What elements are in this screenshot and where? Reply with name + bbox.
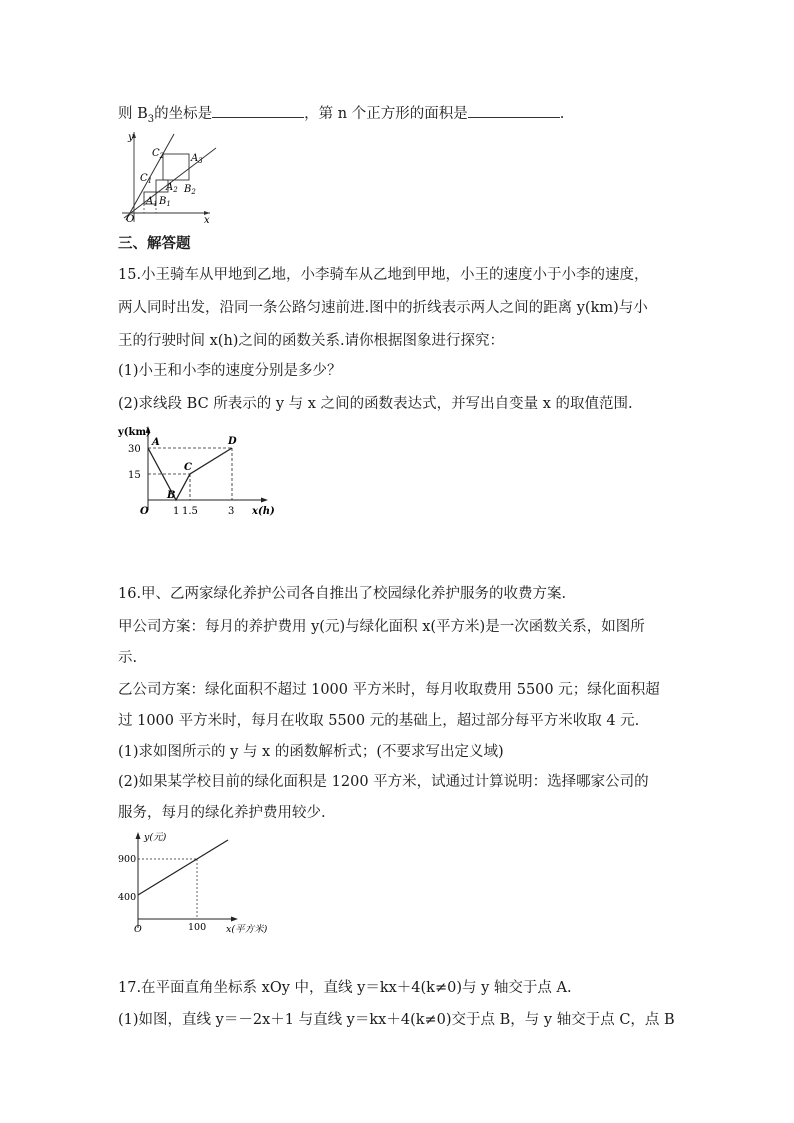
q16-line-2: 甲公司方案：每月的养护费用 y(元)与绿化面积 x(平方米)是一次函数关系，如图所 [118, 619, 645, 635]
q17-line-1: 17.在平面直角坐标系 xOy 中，直线 y＝kx＋4(k≠0)与 y 轴交于点 A. [118, 980, 572, 996]
squares-figure [118, 128, 218, 224]
fig2-point-d: D [228, 436, 237, 447]
fig2-origin: O [140, 506, 149, 517]
q15-line-4: (1)小王和小李的速度分别是多少？ [118, 363, 342, 379]
fig1-y-label: y [128, 132, 134, 143]
q14-text-before: 则 B [118, 106, 148, 122]
q16-line-6: (1)求如图所示的 y 与 x 的函数解析式；(不要求写出定义域) [118, 744, 504, 760]
cost-area-figure [116, 828, 286, 938]
q15-line-5: (2)求线段 BC 所表示的 y 与 x 之间的函数表达式，并写出自变量 x 的取值范围. [118, 396, 633, 412]
fig1-c1: $C_1$ [140, 173, 153, 185]
fig2-x1: 1 [173, 506, 180, 517]
fig1-x-label: x [204, 215, 210, 224]
fig1-a3: $A_3$ [191, 153, 203, 165]
fig1-c2: $C_2$ [152, 148, 165, 160]
q16-line-5: 过 1000 平方米时，每月在收取 5500 元的基础上，超过部分每平方米收取 4 元. [118, 713, 640, 729]
fig2-point-b: B [167, 490, 176, 501]
fig2-y15: 15 [128, 470, 141, 481]
q15-line-3: 王的行驶时间 x(h)之间的函数关系.请你根据图象进行探究： [118, 333, 505, 349]
q16-line-8: 服务，每月的绿化养护费用较少. [118, 805, 326, 821]
q14-answer-line [118, 103, 564, 130]
fig2-x-label: x(h) [252, 506, 275, 517]
section-heading: 三、解答题 [118, 236, 191, 252]
fig1-b2: $B_2$ [184, 184, 196, 196]
q17-line-2: (1)如图，直线 y＝－2x＋1 与直线 y＝kx＋4(k≠0)交于点 B，与 y 轴交于点 C，点 B [118, 1012, 675, 1028]
fig1-b1: $B_1$ [159, 196, 171, 208]
q15-line-1: 15.小王骑车从甲地到乙地，小李骑车从乙地到甲地，小王的速度小于小李的速度， [118, 267, 649, 283]
fig2-point-a: A [152, 437, 160, 448]
fig2-x3: 3 [228, 506, 235, 517]
fig3-y-label: y(元) [144, 832, 167, 843]
fig3-x100: 100 [188, 922, 207, 933]
q16-line-7: (2)如果某学校目前的绿化面积是 1200 平方米，试通过计算说明：选择哪家公司的 [118, 774, 649, 790]
fig3-y900: 900 [118, 854, 137, 865]
fig1-origin: O [126, 214, 135, 224]
fig1-a2: $A_2$ [166, 182, 178, 194]
fig1-a1: $A_1$ [146, 196, 158, 208]
distance-time-figure [116, 422, 286, 518]
q14-text-mid2: ，第 n 个正方形的面积是 [304, 106, 468, 122]
fig2-y30: 30 [128, 444, 141, 455]
answer-blank-2[interactable] [468, 103, 560, 118]
fig3-origin: O [134, 924, 142, 935]
q16-line-4: 乙公司方案：绿化面积不超过 1000 平方米时，每月收取费用 5500 元；绿化面积超 [118, 682, 660, 698]
fig3-y400: 400 [118, 892, 137, 903]
q14-text-end: . [559, 106, 565, 122]
fig3-x-label: x(平方米) [226, 924, 268, 935]
q15-line-2: 两人同时出发，沿同一条公路匀速前进.图中的折线表示两人之间的距离 y(km)与小 [118, 300, 648, 316]
fig2-point-c: C [184, 462, 192, 473]
q16-line-1: 16.甲、乙两家绿化养护公司各自推出了校园绿化养护服务的收费方案. [118, 586, 567, 602]
fig2-y-label: y(km) [118, 427, 151, 438]
q14-text-mid: 的坐标是 [154, 106, 213, 122]
fig2-x15: 1.5 [182, 506, 198, 517]
q16-line-3: 示. [118, 650, 138, 666]
q14-subscript: 3 [147, 113, 155, 125]
answer-blank-1[interactable] [212, 103, 304, 118]
